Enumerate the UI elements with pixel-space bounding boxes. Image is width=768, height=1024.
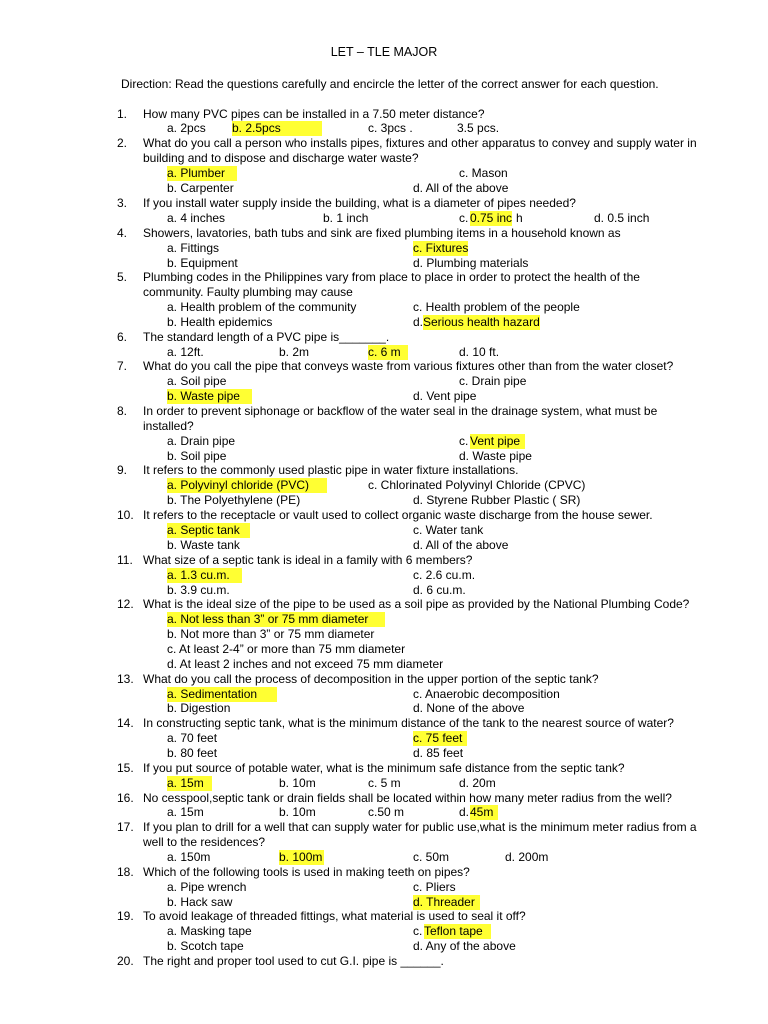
question-text: The right and proper tool used to cut G.I. pipe is ______. (143, 954, 444, 968)
question-number: 13. (117, 672, 134, 686)
page-title: LET – TLE MAJOR (330, 45, 438, 59)
question-number: 16. (117, 791, 134, 805)
answer-option: b. 1 inch (323, 211, 369, 225)
answer-option: b. Hack saw (167, 895, 233, 909)
answer-option: d. All of the above (413, 538, 509, 552)
question-number: 20. (117, 954, 134, 968)
question-text: It refers to the commonly used plastic pipe in water fixture installations. (143, 463, 519, 477)
answer-option: a. 2pcs (167, 121, 206, 135)
question-line (0, 508, 768, 523)
question-number: 6. (117, 330, 128, 344)
question-line (0, 761, 768, 776)
answer-option: b. 10m (279, 776, 316, 790)
answer-option: a. Fittings (167, 241, 220, 255)
question-number: 19. (117, 909, 134, 923)
options-line (0, 627, 768, 642)
answer-option: b. 10m (279, 805, 316, 819)
answer-option: d. Plumbing materials (413, 256, 529, 270)
question-text: The standard length of a PVC pipe is_______. (143, 330, 390, 344)
options-line (0, 746, 768, 761)
question-text: If you put source of potable water, what is the minimum safe distance from the septic tank? (143, 761, 625, 775)
options-line (0, 612, 768, 627)
answer-option: a. 150m (167, 850, 211, 864)
answer-option: c. 5 m (368, 776, 401, 790)
answer-option-highlighted: a. 15m (167, 776, 212, 791)
answer-option: c. Water tank (413, 523, 484, 537)
answer-option: a. 15m (167, 805, 204, 819)
answer-option-highlighted: Teflon tape (424, 924, 491, 939)
answer-option-highlighted: c. 6 m (368, 345, 408, 360)
question-text: If you install water supply inside the building, what is a diameter of pipes needed? (143, 196, 576, 210)
answer-option: c. (459, 211, 469, 225)
answer-option: b. Digestion (167, 701, 231, 715)
answer-option-highlighted: a. Polyvinyl chloride (PVC) (167, 478, 327, 493)
question-line (0, 463, 768, 478)
answer-option: d. At least 2 inches and not exceed 75 mm diameter (167, 657, 444, 671)
answer-option: d. All of the above (413, 181, 509, 195)
answer-option: b. Not more than 3” or 75 mm diameter (167, 627, 375, 641)
question-text: well to the residences? (143, 835, 266, 849)
question-text: No cesspool,septic tank or drain fields shall be located within how many meter radius from the well? (143, 791, 672, 805)
question-number: 17. (117, 820, 134, 834)
options-line (0, 345, 768, 360)
question-number: 2. (117, 136, 128, 150)
answer-option: b. Equipment (167, 256, 238, 270)
answer-option: d. None of the above (413, 701, 525, 715)
question-line (0, 196, 768, 211)
answer-option: d. 200m (505, 850, 549, 864)
answer-option: a. Pipe wrench (167, 880, 247, 894)
question-number: 9. (117, 463, 128, 477)
answer-option: b. Carpenter (167, 181, 234, 195)
options-line (0, 805, 768, 820)
question-number: 14. (117, 716, 134, 730)
question-number: 4. (117, 226, 128, 240)
answer-option: b. 3.9 cu.m. (167, 583, 230, 597)
answer-option: d. 6 cu.m. (413, 583, 466, 597)
question-number: 11. (117, 553, 133, 567)
question-line (0, 553, 768, 568)
answer-option: d. 10 ft. (459, 345, 500, 359)
answer-option: c. (413, 924, 423, 938)
answer-option: c. Drain pipe (459, 374, 527, 388)
question-text: In order to prevent siphonage or backflow of the water seal in the drainage system, what must be (143, 404, 658, 418)
answer-option: c. At least 2-4” or more than 75 mm diameter (167, 642, 406, 656)
answer-option: d. 0.5 inch (594, 211, 650, 225)
options-line (0, 657, 768, 672)
question-number: 3. (117, 196, 128, 210)
answer-option: a. Health problem of the community (167, 300, 357, 314)
answer-option-highlighted: a. Not less than 3” or 75 mm diameter (167, 612, 385, 627)
options-line (0, 701, 768, 716)
options-line (0, 776, 768, 791)
options-line (0, 181, 768, 196)
options-line (0, 478, 768, 493)
answer-option: d. Styrene Rubber Plastic ( SR) (413, 493, 581, 507)
answer-option-highlighted: a. Septic tank (167, 523, 250, 538)
question-line (0, 716, 768, 731)
question-number: 18. (117, 865, 134, 879)
question-number: 7. (117, 359, 128, 373)
options-line (0, 880, 768, 895)
question-number: 15. (117, 761, 134, 775)
answer-option-highlighted: c. Fixtures (413, 241, 469, 255)
question-continuation (0, 285, 768, 300)
answer-option: c. 3pcs . (368, 121, 413, 135)
answer-option: a. Masking tape (167, 924, 252, 938)
question-text: In constructing septic tank, what is the minimum distance of the tank to the nearest source of water? (143, 716, 674, 730)
answer-option: c. Health problem of the people (413, 300, 580, 314)
question-text: community. Faulty plumbing may cause (143, 285, 353, 299)
options-line (0, 166, 768, 181)
options-line (0, 211, 768, 226)
question-text: What do you call the process of decomposition in the upper portion of the septic tank? (143, 672, 599, 686)
options-line (0, 939, 768, 954)
answer-option-highlighted: b. 100m (279, 850, 323, 864)
answer-option: h (516, 211, 523, 225)
question-number: 12. (117, 597, 134, 611)
question-text: building and to dispose and discharge water waste? (143, 151, 419, 165)
question-line (0, 136, 768, 151)
options-line (0, 583, 768, 598)
answer-option: c. 2.6 cu.m. (413, 568, 476, 582)
options-line (0, 538, 768, 553)
question-number: 10. (117, 508, 134, 522)
answer-option-highlighted: Vent pipe (470, 434, 525, 449)
question-number: 1. (117, 107, 128, 121)
question-line (0, 909, 768, 924)
answer-option: d. (413, 315, 424, 329)
answer-option: 3.5 pcs. (457, 121, 500, 135)
answer-option: a. Drain pipe (167, 434, 236, 448)
directions-text: Direction: Read the questions carefully and encircle the letter of the correct answer for each question. (121, 77, 659, 91)
question-line (0, 865, 768, 880)
question-text: What is the ideal size of the pipe to be used as a soil pipe as provided by the National Plumbing Code? (143, 597, 690, 611)
answer-option: d. Any of the above (413, 939, 516, 953)
answer-option: c. Chlorinated Polyvinyl Chloride (CPVC) (368, 478, 586, 492)
question-text: If you plan to drill for a well that can supply water for public use,what is the minimum meter radius from a (143, 820, 697, 834)
answer-option: d. Vent pipe (413, 389, 477, 403)
answer-option-highlighted: a. Plumber (167, 166, 237, 181)
question-text: It refers to the receptacle or vault used to collect organic waste discharge from the house sewer. (143, 508, 653, 522)
question-text: installed? (143, 419, 194, 433)
options-line (0, 850, 768, 865)
answer-option: b. The Polyethylene (PE) (167, 493, 301, 507)
answer-option: a. 4 inches (167, 211, 226, 225)
answer-option: b. Soil pipe (167, 449, 227, 463)
question-line (0, 954, 768, 969)
options-line (0, 300, 768, 315)
answer-option-highlighted: b. 2.5pcs (232, 121, 322, 136)
question-text: How many PVC pipes can be installed in a 7.50 meter distance? (143, 107, 485, 121)
options-line (0, 315, 768, 330)
question-text: What do you call the pipe that conveys waste from various fixtures other than from the water closet? (143, 359, 674, 373)
answer-option: b. Waste tank (167, 538, 240, 552)
answer-option-highlighted: a. 1.3 cu.m. (167, 568, 242, 583)
options-line (0, 493, 768, 508)
question-line (0, 330, 768, 345)
answer-option: b. Scotch tape (167, 939, 244, 953)
question-line (0, 672, 768, 687)
answer-option: b. Health epidemics (167, 315, 273, 329)
options-line (0, 642, 768, 657)
question-text: Plumbing codes in the Philippines vary from place to place in order to protect the health of the (143, 270, 640, 284)
question-line (0, 226, 768, 241)
answer-option-highlighted: c. 75 feet (413, 731, 467, 746)
question-line (0, 359, 768, 374)
question-line (0, 791, 768, 806)
options-line (0, 568, 768, 583)
answer-option: a. Soil pipe (167, 374, 227, 388)
answer-option: a. 70 feet (167, 731, 218, 745)
answer-option: b. 80 feet (167, 746, 218, 760)
answer-option: d. 20m (459, 776, 496, 790)
answer-option-highlighted: 45m (470, 805, 498, 820)
answer-option: c. (459, 434, 469, 448)
question-line (0, 404, 768, 419)
question-text: What do you call a person who installs pipes, fixtures and other apparatus to convey and supply water in (143, 136, 697, 150)
options-line (0, 895, 768, 910)
answer-option-highlighted: 0.75 inc (470, 211, 513, 225)
answer-option: c. Anaerobic decomposition (413, 687, 560, 701)
question-text: To avoid leakage of threaded fittings, what material is used to seal it off? (143, 909, 526, 923)
options-line (0, 389, 768, 404)
question-continuation (0, 419, 768, 434)
answer-option: c.50 m (368, 805, 405, 819)
answer-option-highlighted: a. Sedimentation (167, 687, 277, 702)
question-line (0, 270, 768, 285)
question-number: 5. (117, 270, 128, 284)
answer-option: d. Waste pipe (459, 449, 532, 463)
question-continuation (0, 835, 768, 850)
answer-option: d. 85 feet (413, 746, 464, 760)
answer-option: c. 50m (413, 850, 450, 864)
answer-option: c. Pliers (413, 880, 456, 894)
options-line (0, 121, 768, 136)
answer-option: c. Mason (459, 166, 508, 180)
options-line (0, 256, 768, 271)
options-line (0, 241, 768, 256)
answer-option: a. 12ft. (167, 345, 204, 359)
answer-option: d. (459, 805, 470, 819)
options-line (0, 687, 768, 702)
question-line (0, 597, 768, 612)
answer-option-highlighted: b. Waste pipe (167, 389, 252, 404)
options-line (0, 434, 768, 449)
question-line (0, 107, 768, 122)
options-line (0, 449, 768, 464)
options-line (0, 924, 768, 939)
question-number: 8. (117, 404, 128, 418)
options-line (0, 731, 768, 746)
answer-option-highlighted: d. Threader (413, 895, 480, 910)
question-text: Showers, lavatories, bath tubs and sink are fixed plumbing items in a household known as (143, 226, 621, 240)
answer-option: b. 2m (279, 345, 310, 359)
options-line (0, 374, 768, 389)
question-text: What size of a septic tank is ideal in a family with 6 members? (143, 553, 473, 567)
answer-option-highlighted: Serious health hazard (423, 315, 540, 329)
options-line (0, 523, 768, 538)
question-continuation (0, 151, 768, 166)
question-line (0, 820, 768, 835)
question-text: Which of the following tools is used in making teeth on pipes? (143, 865, 470, 879)
